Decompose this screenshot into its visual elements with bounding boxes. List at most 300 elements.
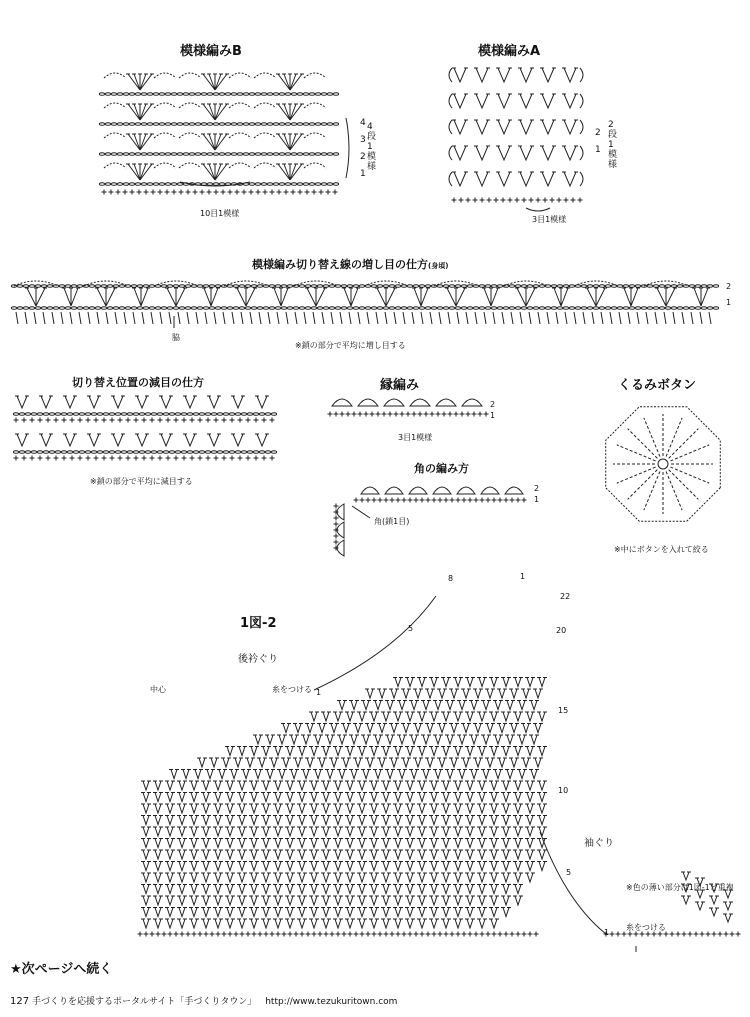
chain-mark — [99, 153, 104, 156]
chain-mark — [605, 285, 610, 288]
v-stitch-mark — [511, 758, 517, 767]
chain-mark — [701, 285, 706, 288]
chain-arch-mark — [254, 163, 276, 168]
chain-mark — [291, 183, 296, 186]
shell-mark — [385, 487, 403, 494]
dc-mark — [284, 164, 290, 180]
single-crochet-mark — [263, 190, 268, 195]
v-stitch-mark — [467, 839, 473, 848]
chain-mark — [215, 285, 220, 288]
dc-mark — [209, 104, 215, 120]
v-stitch-mark — [323, 781, 329, 790]
chain-mark — [249, 123, 254, 126]
v-stitch-mark — [697, 902, 703, 910]
v-stitch-mark — [239, 873, 245, 882]
v-stitch-mark — [725, 902, 731, 910]
dc-mark — [134, 288, 141, 306]
v-stitch-mark — [564, 68, 576, 82]
chain-mark — [279, 93, 284, 96]
v-stitch-mark — [347, 793, 353, 802]
dc-mark — [493, 312, 495, 324]
button-note: ※中にボタンを入れて絞る — [614, 545, 709, 554]
v-stitch-mark — [219, 770, 225, 779]
single-crochet-mark — [312, 932, 317, 937]
v-stitch-mark — [351, 735, 357, 744]
single-crochet-mark — [432, 498, 437, 503]
v-stitch-mark — [515, 816, 521, 825]
chain-mark — [175, 451, 180, 454]
v-stitch-mark — [155, 919, 161, 928]
chain-mark — [99, 183, 104, 186]
single-crochet-mark — [330, 932, 335, 937]
v-stitch-mark — [443, 827, 449, 836]
v-stitch-mark — [476, 120, 488, 134]
dc-mark — [386, 288, 395, 306]
dc-mark — [290, 164, 302, 180]
chain-mark — [253, 451, 258, 454]
dc-mark — [140, 164, 146, 180]
v-stitch-mark — [475, 689, 481, 698]
v-stitch-mark — [275, 850, 281, 859]
v-stitch-mark — [191, 873, 197, 882]
v-stitch-mark — [564, 172, 576, 186]
v-stitch-mark — [520, 94, 532, 108]
v-stitch-mark — [239, 919, 245, 928]
chain-mark — [467, 307, 472, 310]
single-crochet-mark — [388, 412, 393, 417]
v-stitch-mark — [539, 862, 545, 871]
chain-mark — [279, 153, 284, 156]
v-stitch-mark — [451, 724, 457, 733]
v-stitch-mark — [323, 804, 329, 813]
dc-mark — [538, 312, 540, 324]
chain-mark — [281, 307, 286, 310]
turning-chain-mark — [449, 172, 452, 186]
chain-mark — [273, 93, 278, 96]
single-crochet-mark — [258, 932, 263, 937]
dc-mark — [307, 288, 316, 306]
chain-mark — [329, 307, 334, 310]
dc-mark — [128, 164, 140, 180]
v-stitch-mark — [179, 896, 185, 905]
chain-mark — [213, 93, 218, 96]
pattern-b-title: 模様編みB — [180, 44, 242, 59]
dc-mark — [644, 418, 660, 457]
v-stitch-mark — [191, 781, 197, 790]
v-stitch-mark — [233, 396, 243, 408]
chain-mark — [217, 413, 222, 416]
chain-mark — [73, 413, 78, 416]
v-stitch-mark — [263, 827, 269, 836]
chain-mark — [271, 413, 276, 416]
single-crochet-mark — [156, 932, 161, 937]
v-stitch-mark — [339, 701, 345, 710]
dc-mark — [151, 312, 153, 324]
v-stitch-mark — [251, 827, 257, 836]
single-crochet-mark — [282, 932, 287, 937]
v-stitch-mark — [339, 735, 345, 744]
v-stitch-mark — [395, 678, 401, 687]
chain-mark — [161, 285, 166, 288]
v-stitch-mark — [711, 896, 717, 904]
chain-mark — [199, 413, 204, 416]
chain-mark — [315, 183, 320, 186]
chain-mark — [73, 451, 78, 454]
v-stitch-mark — [463, 758, 469, 767]
left-label-1: 1 — [316, 688, 322, 697]
single-crochet-mark — [700, 932, 705, 937]
single-crochet-mark — [408, 498, 413, 503]
single-crochet-mark — [340, 412, 345, 417]
v-stitch-mark — [419, 747, 425, 756]
single-crochet-mark — [622, 932, 627, 937]
chain-mark — [231, 93, 236, 96]
v-stitch-mark — [167, 896, 173, 905]
v-stitch-mark — [311, 793, 317, 802]
v-stitch-mark — [455, 862, 461, 871]
chain-mark — [17, 307, 22, 310]
v-stitch-mark — [407, 712, 413, 721]
corner-row-1: 1 — [534, 495, 540, 504]
single-crochet-mark — [222, 932, 227, 937]
dc-mark — [133, 312, 135, 324]
single-crochet-mark — [214, 190, 219, 195]
single-crochet-mark — [210, 932, 215, 937]
v-stitch-mark — [227, 919, 233, 928]
chain-mark — [321, 183, 326, 186]
chain-mark — [353, 285, 358, 288]
v-stitch-mark — [491, 712, 497, 721]
dc-mark — [79, 312, 81, 324]
v-stitch-mark — [443, 885, 449, 894]
single-crochet-mark — [342, 932, 347, 937]
chain-mark — [91, 413, 96, 416]
dc-mark — [203, 164, 215, 180]
v-stitch-mark — [311, 873, 317, 882]
increase-title-suffix: (身頃) — [428, 262, 449, 270]
v-stitch-mark — [335, 862, 341, 871]
chain-mark — [197, 285, 202, 288]
v-stitch-mark — [351, 770, 357, 779]
v-stitch-mark — [239, 885, 245, 894]
v-stitch-mark — [383, 850, 389, 859]
dc-mark — [556, 312, 558, 324]
dc-mark — [140, 74, 152, 90]
v-stitch-mark — [335, 919, 341, 928]
dc-mark — [232, 312, 234, 324]
v-stitch-mark — [239, 804, 245, 813]
top-label-8: 8 — [448, 574, 454, 583]
dc-mark — [196, 312, 198, 324]
chain-mark — [309, 93, 314, 96]
chain-mark — [159, 183, 164, 186]
single-crochet-mark — [610, 932, 615, 937]
v-stitch-mark — [455, 908, 461, 917]
dc-mark — [142, 312, 144, 324]
single-crochet-mark — [238, 456, 243, 461]
v-stitch-mark — [367, 758, 373, 767]
v-stitch-mark — [511, 724, 517, 733]
dc-mark — [286, 312, 288, 324]
dc-mark — [447, 288, 456, 306]
v-stitch-mark — [531, 770, 537, 779]
v-stitch-mark — [431, 885, 437, 894]
v-stitch-mark — [564, 120, 576, 134]
v-stitch-mark — [359, 827, 365, 836]
v-stitch-mark — [503, 896, 509, 905]
v-stitch-mark — [403, 758, 409, 767]
v-stitch-mark — [479, 816, 485, 825]
chain-mark — [223, 451, 228, 454]
single-crochet-mark — [137, 190, 142, 195]
single-crochet-mark — [298, 190, 303, 195]
v-stitch-mark — [299, 850, 305, 859]
v-stitch-mark — [407, 827, 413, 836]
v-stitch-mark — [467, 781, 473, 790]
v-stitch-mark — [407, 839, 413, 848]
v-stitch-mark — [419, 919, 425, 928]
v-stitch-mark — [323, 908, 329, 917]
chain-mark — [321, 153, 326, 156]
single-crochet-mark — [459, 198, 464, 203]
v-stitch-mark — [243, 770, 249, 779]
v-stitch-mark — [311, 885, 317, 894]
v-stitch-mark — [323, 873, 329, 882]
v-stitch-mark — [527, 804, 533, 813]
v-stitch-mark — [467, 896, 473, 905]
chain-mark — [303, 153, 308, 156]
single-crochet-mark — [658, 932, 663, 937]
dc-mark — [241, 312, 243, 324]
chain-mark — [199, 451, 204, 454]
v-stitch-mark — [395, 781, 401, 790]
chain-mark — [171, 183, 176, 186]
v-stitch-mark — [527, 747, 533, 756]
chain-mark — [117, 153, 122, 156]
dc-mark — [619, 312, 621, 324]
chain-arch-mark — [254, 133, 276, 138]
dc-mark — [583, 312, 585, 324]
v-stitch-mark — [251, 804, 257, 813]
chain-mark — [95, 285, 100, 288]
v-stitch-mark — [359, 873, 365, 882]
row-label-5: 5 — [566, 868, 572, 877]
v-stitch-mark — [479, 712, 485, 721]
v-stitch-mark — [143, 827, 149, 836]
v-stitch-mark — [215, 850, 221, 859]
v-stitch-mark — [65, 396, 75, 408]
v-stitch-mark — [191, 919, 197, 928]
v-stitch-mark — [476, 68, 488, 82]
dc-mark — [215, 104, 227, 120]
single-crochet-mark — [418, 412, 423, 417]
single-crochet-mark — [182, 456, 187, 461]
dc-mark — [666, 288, 675, 306]
chain-mark — [189, 123, 194, 126]
v-stitch-mark — [207, 770, 213, 779]
pattern-a-repeat: 3目1模様 — [532, 215, 567, 224]
chain-mark — [623, 285, 628, 288]
v-stitch-mark — [363, 735, 369, 744]
chain-mark — [23, 307, 28, 310]
single-crochet-mark — [468, 498, 473, 503]
v-stitch-mark — [407, 678, 413, 687]
dc-mark — [331, 312, 333, 324]
dc-mark — [691, 312, 693, 324]
chain-mark — [407, 285, 412, 288]
chain-mark — [187, 451, 192, 454]
shell-mark — [433, 487, 451, 494]
chain-mark — [485, 285, 490, 288]
dc-mark — [124, 312, 126, 324]
v-stitch-mark — [467, 862, 473, 871]
chain-mark — [455, 285, 460, 288]
v-stitch-mark — [327, 770, 333, 779]
chain-mark — [243, 153, 248, 156]
v-stitch-mark — [275, 816, 281, 825]
single-crochet-mark — [214, 456, 219, 461]
v-stitch-mark — [179, 781, 185, 790]
v-stitch-mark — [375, 701, 381, 710]
chain-mark — [149, 285, 154, 288]
v-stitch-mark — [167, 827, 173, 836]
single-crochet-mark — [110, 456, 115, 461]
v-stitch-mark — [263, 747, 269, 756]
chain-mark — [317, 285, 322, 288]
v-stitch-mark — [431, 747, 437, 756]
dc-mark — [211, 288, 218, 306]
dc-mark — [88, 312, 90, 324]
chain-mark — [527, 285, 532, 288]
single-crochet-mark — [360, 498, 365, 503]
v-stitch-mark — [515, 885, 521, 894]
decrease-title: 切り替え位置の減目の仕方 — [72, 376, 204, 389]
chain-mark — [257, 307, 262, 310]
v-stitch-mark — [215, 862, 221, 871]
v-stitch-mark — [335, 793, 341, 802]
v-stitch-mark — [323, 747, 329, 756]
row-label: 1 — [360, 169, 366, 179]
single-crochet-mark — [396, 932, 401, 937]
chain-mark — [273, 123, 278, 126]
v-stitch-mark — [419, 712, 425, 721]
single-crochet-mark — [408, 932, 413, 937]
chain-mark — [129, 123, 134, 126]
v-stitch-mark — [531, 735, 537, 744]
chain-mark — [617, 307, 622, 310]
v-stitch-mark — [467, 908, 473, 917]
v-stitch-mark — [251, 781, 257, 790]
v-stitch-mark — [383, 793, 389, 802]
v-stitch-mark — [179, 862, 185, 871]
chain-mark — [695, 285, 700, 288]
chain-mark — [255, 123, 260, 126]
v-stitch-mark — [395, 747, 401, 756]
chain-mark — [173, 307, 178, 310]
single-crochet-mark — [354, 932, 359, 937]
v-stitch-mark — [335, 827, 341, 836]
v-stitch-mark — [167, 781, 173, 790]
dc-mark — [376, 312, 378, 324]
chain-mark — [389, 307, 394, 310]
chain-mark — [353, 307, 358, 310]
v-stitch-mark — [523, 689, 529, 698]
shade-note: ※色の薄い部分は1図-1と重複 — [626, 883, 734, 892]
single-crochet-mark — [652, 932, 657, 937]
chain-mark — [315, 123, 320, 126]
chain-mark — [177, 183, 182, 186]
v-stitch-mark — [503, 839, 509, 848]
decrease-chart — [14, 390, 284, 470]
v-stitch-mark — [251, 793, 257, 802]
turning-chain-mark — [580, 120, 583, 134]
dc-mark — [377, 288, 386, 306]
dc-mark — [169, 312, 171, 324]
v-stitch-mark — [227, 908, 233, 917]
single-crochet-mark — [174, 932, 179, 937]
chain-mark — [137, 307, 142, 310]
v-stitch-mark — [179, 885, 185, 894]
v-stitch-mark — [463, 724, 469, 733]
chain-mark — [285, 183, 290, 186]
v-stitch-mark — [155, 873, 161, 882]
chain-mark — [161, 307, 166, 310]
v-stitch-mark — [491, 827, 497, 836]
chain-mark — [231, 123, 236, 126]
single-crochet-mark — [406, 412, 411, 417]
chain-arch-mark — [154, 133, 176, 138]
single-crochet-mark — [228, 932, 233, 937]
single-crochet-mark — [144, 190, 149, 195]
v-stitch-mark — [203, 873, 209, 882]
v-stitch-mark — [227, 862, 233, 871]
v-stitch-mark — [203, 862, 209, 871]
chain-mark — [509, 285, 514, 288]
v-stitch-mark — [251, 919, 257, 928]
chain-mark — [147, 153, 152, 156]
v-stitch-mark — [498, 120, 510, 134]
single-crochet-mark — [616, 932, 621, 937]
chain-mark — [171, 153, 176, 156]
chain-mark — [89, 285, 94, 288]
single-crochet-mark — [288, 932, 293, 937]
chain-mark — [251, 307, 256, 310]
v-stitch-mark — [447, 770, 453, 779]
chain-mark — [193, 451, 198, 454]
v-stitch-mark — [311, 850, 317, 859]
single-crochet-mark — [522, 932, 527, 937]
single-crochet-mark — [480, 932, 485, 937]
v-stitch-mark — [447, 735, 453, 744]
single-crochet-mark — [486, 932, 491, 937]
dc-mark — [134, 74, 140, 90]
v-stitch-mark — [383, 804, 389, 813]
single-crochet-mark — [130, 190, 135, 195]
v-stitch-mark — [347, 816, 353, 825]
v-stitch-mark — [503, 908, 509, 917]
v-stitch-mark — [515, 862, 521, 871]
v-stitch-mark — [423, 701, 429, 710]
v-stitch-mark — [419, 804, 425, 813]
chain-mark — [229, 413, 234, 416]
v-stitch-mark — [383, 919, 389, 928]
v-stitch-mark — [479, 873, 485, 882]
dc-mark — [128, 104, 140, 120]
v-stitch-mark — [351, 701, 357, 710]
chain-mark — [551, 307, 556, 310]
row-label: 1 — [595, 145, 601, 155]
single-crochet-mark — [736, 932, 741, 937]
